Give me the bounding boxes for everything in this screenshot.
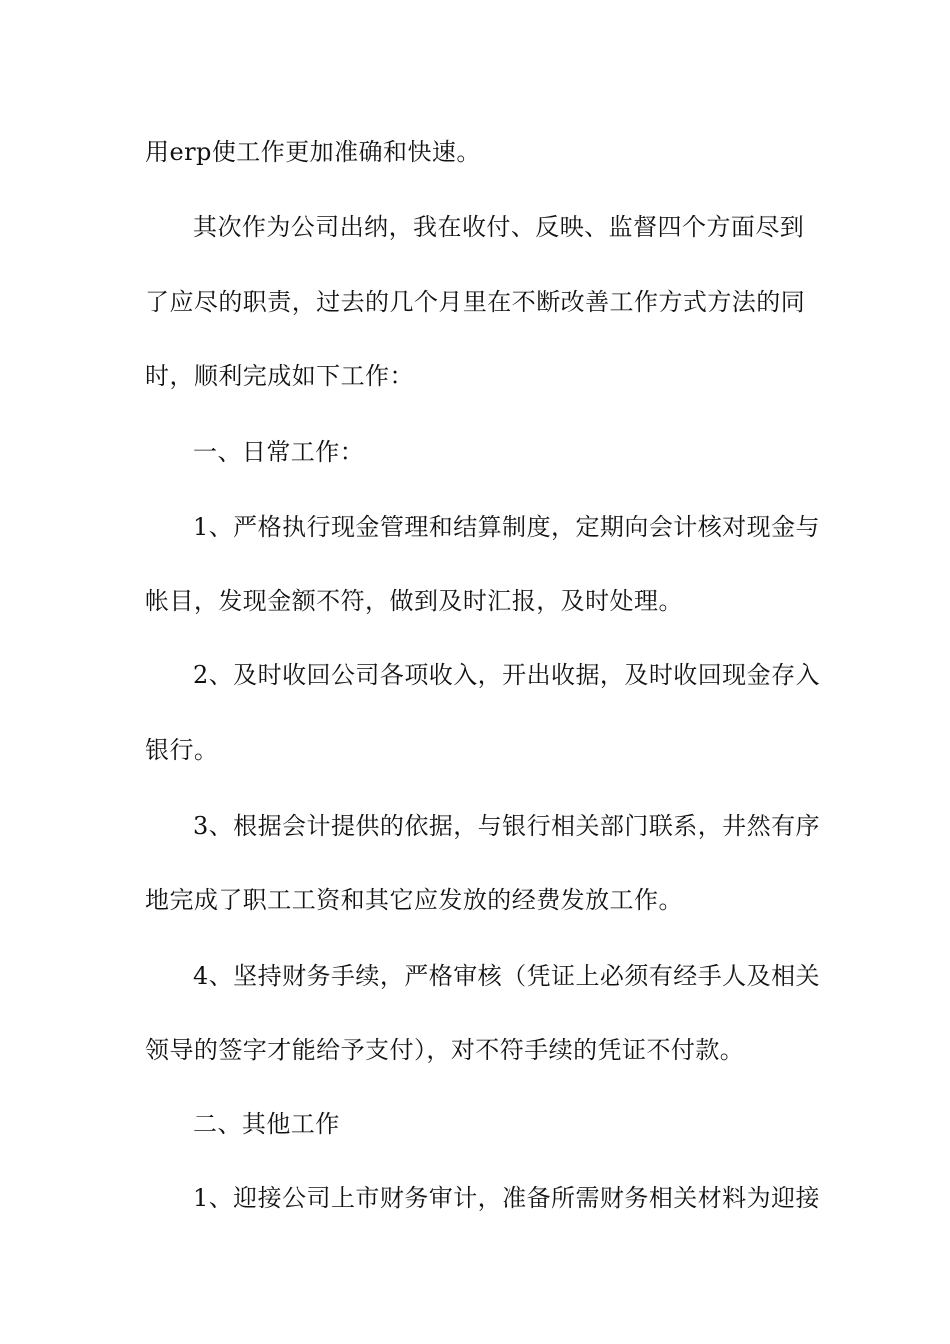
section-heading: 二、其他工作 — [193, 1110, 340, 1138]
list-item-line: 2、及时收回公司各项收入，开出收据，及时收回现金存入 — [193, 661, 820, 689]
paragraph-line: 其次作为公司出纳，我在收付、反映、监督四个方面尽到 — [193, 213, 805, 241]
list-item-line: 帐目，发现金额不符，做到及时汇报，及时处理。 — [145, 587, 683, 615]
list-item-line: 3、根据会计提供的依据，与银行相关部门联系，井然有序 — [193, 812, 820, 840]
list-item-line: 1、迎接公司上市财务审计，准备所需财务相关材料为迎接 — [193, 1184, 820, 1212]
list-item-line: 银行。 — [145, 736, 219, 764]
list-item-line: 领导的签字才能给予支付），对不符手续的凭证不付款。 — [145, 1036, 745, 1064]
section-heading: 一、日常工作： — [193, 438, 365, 466]
paragraph-line: 用erp使工作更加准确和快速。 — [145, 138, 481, 166]
paragraph-line: 了应尽的职责，过去的几个月里在不断改善工作方式方法的同 — [145, 288, 806, 316]
list-item-line: 4、坚持财务手续，严格审核（凭证上必须有经手人及相关 — [193, 962, 820, 990]
paragraph-line: 时，顺利完成如下工作： — [145, 362, 414, 390]
list-item-line: 地完成了职工工资和其它应发放的经费发放工作。 — [145, 886, 683, 914]
list-item-line: 1、严格执行现金管理和结算制度，定期向会计核对现金与 — [193, 513, 820, 541]
